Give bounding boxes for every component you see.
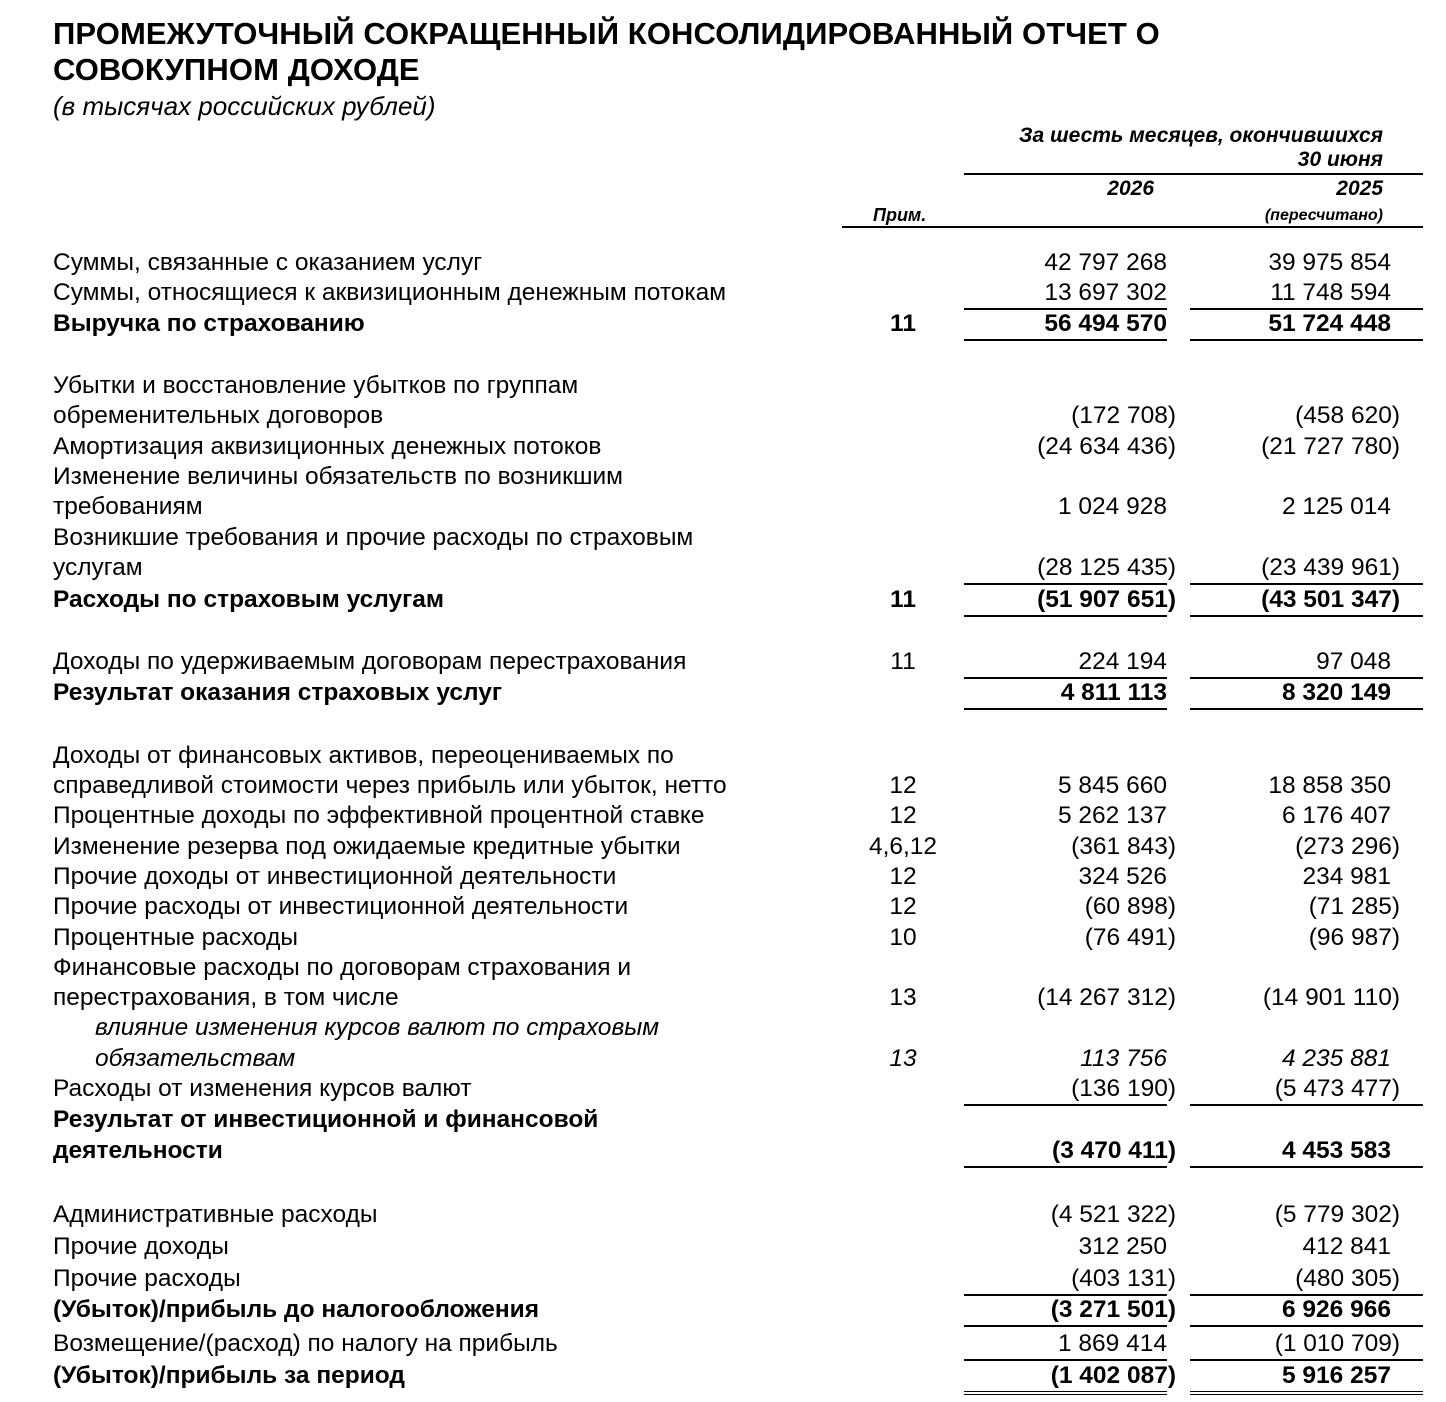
value-2025: (273 296) [1295, 833, 1400, 860]
table-row [0, 953, 1446, 983]
row-note: 11 [890, 648, 916, 675]
table-row [0, 401, 1446, 431]
value-2025: (458 620) [1295, 402, 1400, 429]
value-2026: (172 708) [1071, 402, 1176, 429]
table-row [0, 1264, 1446, 1294]
table-row [0, 462, 1446, 492]
table-row [0, 309, 1446, 339]
row-label: Амортизация аквизиционных денежных потоков [53, 433, 602, 460]
subtotal-rule [1190, 615, 1423, 617]
table-row [0, 801, 1446, 831]
note-column-header: Прим. [873, 205, 927, 225]
value-2026: (28 125 435) [1037, 554, 1176, 581]
row-note: 12 [889, 893, 917, 920]
row-label: Прочие расходы от инвестиционной деятельности [53, 893, 629, 920]
subtotal-rule [964, 339, 1167, 341]
row-note: 12 [889, 802, 917, 829]
row-label: Прочие расходы [53, 1265, 241, 1292]
value-2025: 51 724 448 [1268, 310, 1391, 337]
subtotal-rule [964, 1325, 1167, 1327]
row-note: 4,6,12 [868, 833, 938, 860]
subtotal-rule [1190, 1166, 1423, 1168]
table-row [0, 585, 1446, 615]
period-header-line1: За шесть месяцев, окончившихся [1018, 124, 1383, 147]
value-2026: (361 843) [1071, 833, 1176, 860]
subtotal-rule [1190, 708, 1423, 710]
value-2025: 11 748 594 [1270, 279, 1391, 306]
value-2026: (76 491) [1084, 924, 1176, 951]
value-2025: (96 987) [1308, 924, 1400, 951]
value-2026: (403 131) [1071, 1265, 1176, 1292]
value-2025: 97 048 [1316, 648, 1391, 675]
row-label: Суммы, связанные с оказанием услуг [53, 249, 483, 276]
row-label: Доходы от финансовых активов, переоцениваемых по [53, 742, 674, 769]
value-2026: 4 811 113 [1060, 679, 1167, 706]
total-double-rule [1190, 1391, 1423, 1397]
value-2025: (1 010 709) [1274, 1330, 1400, 1357]
row-label: (Убыток)/прибыль за период [53, 1362, 405, 1389]
row-note: 11 [890, 310, 916, 337]
year-2026-header: 2026 [1107, 177, 1154, 200]
subtotal-rule [1190, 1325, 1423, 1327]
value-2025: 4 235 881 [1282, 1045, 1391, 1072]
subtotal-rule [964, 708, 1167, 710]
value-2025: (5 779 302) [1274, 1201, 1400, 1228]
row-label: Расходы от изменения курсов валют [53, 1075, 472, 1102]
table-row [0, 771, 1446, 801]
table-row [0, 1295, 1446, 1325]
table-row [0, 248, 1446, 278]
value-2026: (136 190) [1071, 1075, 1176, 1102]
row-note: 13 [889, 984, 917, 1011]
value-2026: (3 470 411) [1052, 1137, 1176, 1164]
table-row [0, 832, 1446, 862]
value-2025: 39 975 854 [1268, 249, 1391, 276]
table-row [0, 1200, 1446, 1230]
value-2026: (1 402 087) [1050, 1362, 1176, 1389]
row-label: обязательствам [95, 1045, 296, 1072]
value-2025: (5 473 477) [1274, 1075, 1400, 1102]
row-label: Доходы по удерживаемым договорам перестрахования [53, 648, 687, 675]
table-row [0, 523, 1446, 553]
row-label: Финансовые расходы по договорам страхования и [53, 954, 632, 981]
table-row [0, 1105, 1446, 1135]
row-label: Возмещение/(расход) по налогу на прибыль [53, 1330, 558, 1357]
table-row [0, 1361, 1446, 1391]
row-label: (Убыток)/прибыль до налогообложения [53, 1296, 540, 1323]
table-row [0, 1074, 1446, 1104]
row-label: Выручка по страхованию [53, 310, 365, 337]
table-row [0, 1136, 1446, 1166]
row-label: Административные расходы [53, 1201, 378, 1228]
table-row [0, 647, 1446, 677]
value-2025: (21 727 780) [1261, 433, 1400, 460]
table-row [0, 492, 1446, 522]
value-2026: 1 024 928 [1058, 493, 1167, 520]
value-2026: (14 267 312) [1037, 984, 1176, 1011]
table-row [0, 923, 1446, 953]
table-row [0, 892, 1446, 922]
table-row [0, 741, 1446, 771]
value-2025: (43 501 347) [1261, 586, 1400, 613]
row-note: 12 [889, 863, 917, 890]
table-row [0, 278, 1446, 308]
value-2026: 56 494 570 [1044, 310, 1167, 337]
row-label: деятельности [53, 1137, 223, 1164]
row-label: обременительных договоров [53, 402, 384, 429]
value-2025: (480 305) [1295, 1265, 1400, 1292]
year-2025-header: 2025 [1336, 177, 1383, 200]
value-2026: 1 869 414 [1058, 1330, 1167, 1357]
row-note: 13 [889, 1045, 917, 1072]
row-label: услугам [53, 554, 143, 581]
value-2025: 2 125 014 [1282, 493, 1391, 520]
page-subtitle: (в тысячах российских рублей) [53, 91, 436, 121]
table-row [0, 983, 1446, 1013]
subtotal-rule [1190, 339, 1423, 341]
period-header-line2: 30 июня [1297, 148, 1383, 171]
value-2025: 6 926 966 [1282, 1296, 1391, 1323]
value-2026: 312 250 [1078, 1233, 1167, 1260]
table-row [0, 1044, 1446, 1074]
value-2026: 13 697 302 [1044, 279, 1167, 306]
value-2026: (60 898) [1084, 893, 1176, 920]
table-row [0, 553, 1446, 583]
table-row [0, 1232, 1446, 1262]
value-2025: 8 320 149 [1282, 679, 1391, 706]
row-label: Суммы, относящиеся к аквизиционным денежным потокам [53, 279, 727, 306]
row-label: Убытки и восстановление убытков по группам [53, 372, 579, 399]
row-note: 11 [890, 586, 916, 613]
row-note: 12 [889, 772, 917, 799]
value-2026: 5 845 660 [1058, 772, 1167, 799]
value-2026: (3 271 501) [1050, 1296, 1176, 1323]
value-2026: (51 907 651) [1037, 586, 1176, 613]
row-label: Прочие доходы от инвестиционной деятельности [53, 863, 617, 890]
table-row [0, 371, 1446, 401]
row-label: перестрахования, в том числе [53, 984, 399, 1011]
value-2025: 6 176 407 [1282, 802, 1391, 829]
value-2025: 18 858 350 [1268, 772, 1391, 799]
value-2025: (23 439 961) [1261, 554, 1400, 581]
value-2026: 324 526 [1078, 863, 1167, 890]
row-label: Расходы по страховым услугам [53, 586, 445, 613]
row-label: Процентные расходы [53, 924, 299, 951]
value-2025: (71 285) [1308, 893, 1400, 920]
value-2025: (14 901 110) [1262, 984, 1400, 1011]
subtotal-rule [964, 1166, 1167, 1168]
value-2026: (24 634 436) [1037, 433, 1176, 460]
page-title: ПРОМЕЖУТОЧНЫЙ СОКРАЩЕННЫЙ КОНСОЛИДИРОВАННЫЙ ОТЧЕТ О СОВОКУПНОМ ДОХОДЕ [53, 16, 1160, 87]
subtotal-rule [964, 615, 1167, 617]
table-row [0, 432, 1446, 462]
value-2026: 42 797 268 [1044, 249, 1167, 276]
value-2025: 234 981 [1302, 863, 1391, 890]
table-row [0, 862, 1446, 892]
row-label: Изменение величины обязательств по возникшим [53, 463, 624, 490]
row-label: требованиям [53, 493, 203, 520]
row-label: Результат оказания страховых услуг [53, 679, 503, 706]
row-label: Результат от инвестиционной и финансовой [53, 1106, 599, 1133]
value-2026: (4 521 322) [1050, 1201, 1176, 1228]
row-note: 10 [889, 924, 917, 951]
table-row [0, 678, 1446, 708]
row-label: справедливой стоимости через прибыль или убыток, нетто [53, 772, 727, 799]
table-row [0, 1329, 1446, 1359]
value-2025: 4 453 583 [1282, 1137, 1391, 1164]
total-double-rule [964, 1391, 1167, 1397]
row-label: Прочие доходы [53, 1233, 229, 1260]
row-label: Процентные доходы по эффективной процентной ставке [53, 802, 705, 829]
restated-label: (пересчитано) [1264, 207, 1383, 224]
value-2026: 113 756 [1080, 1045, 1167, 1072]
value-2026: 224 194 [1078, 648, 1167, 675]
row-label: Изменение резерва под ожидаемые кредитные убытки [53, 833, 681, 860]
row-label: влияние изменения курсов валют по страховым [95, 1014, 660, 1041]
value-2026: 5 262 137 [1058, 802, 1167, 829]
value-2025: 412 841 [1302, 1233, 1391, 1260]
table-row [0, 1013, 1446, 1043]
row-label: Возникшие требования и прочие расходы по страховым [53, 524, 694, 551]
value-2025: 5 916 257 [1282, 1362, 1391, 1389]
